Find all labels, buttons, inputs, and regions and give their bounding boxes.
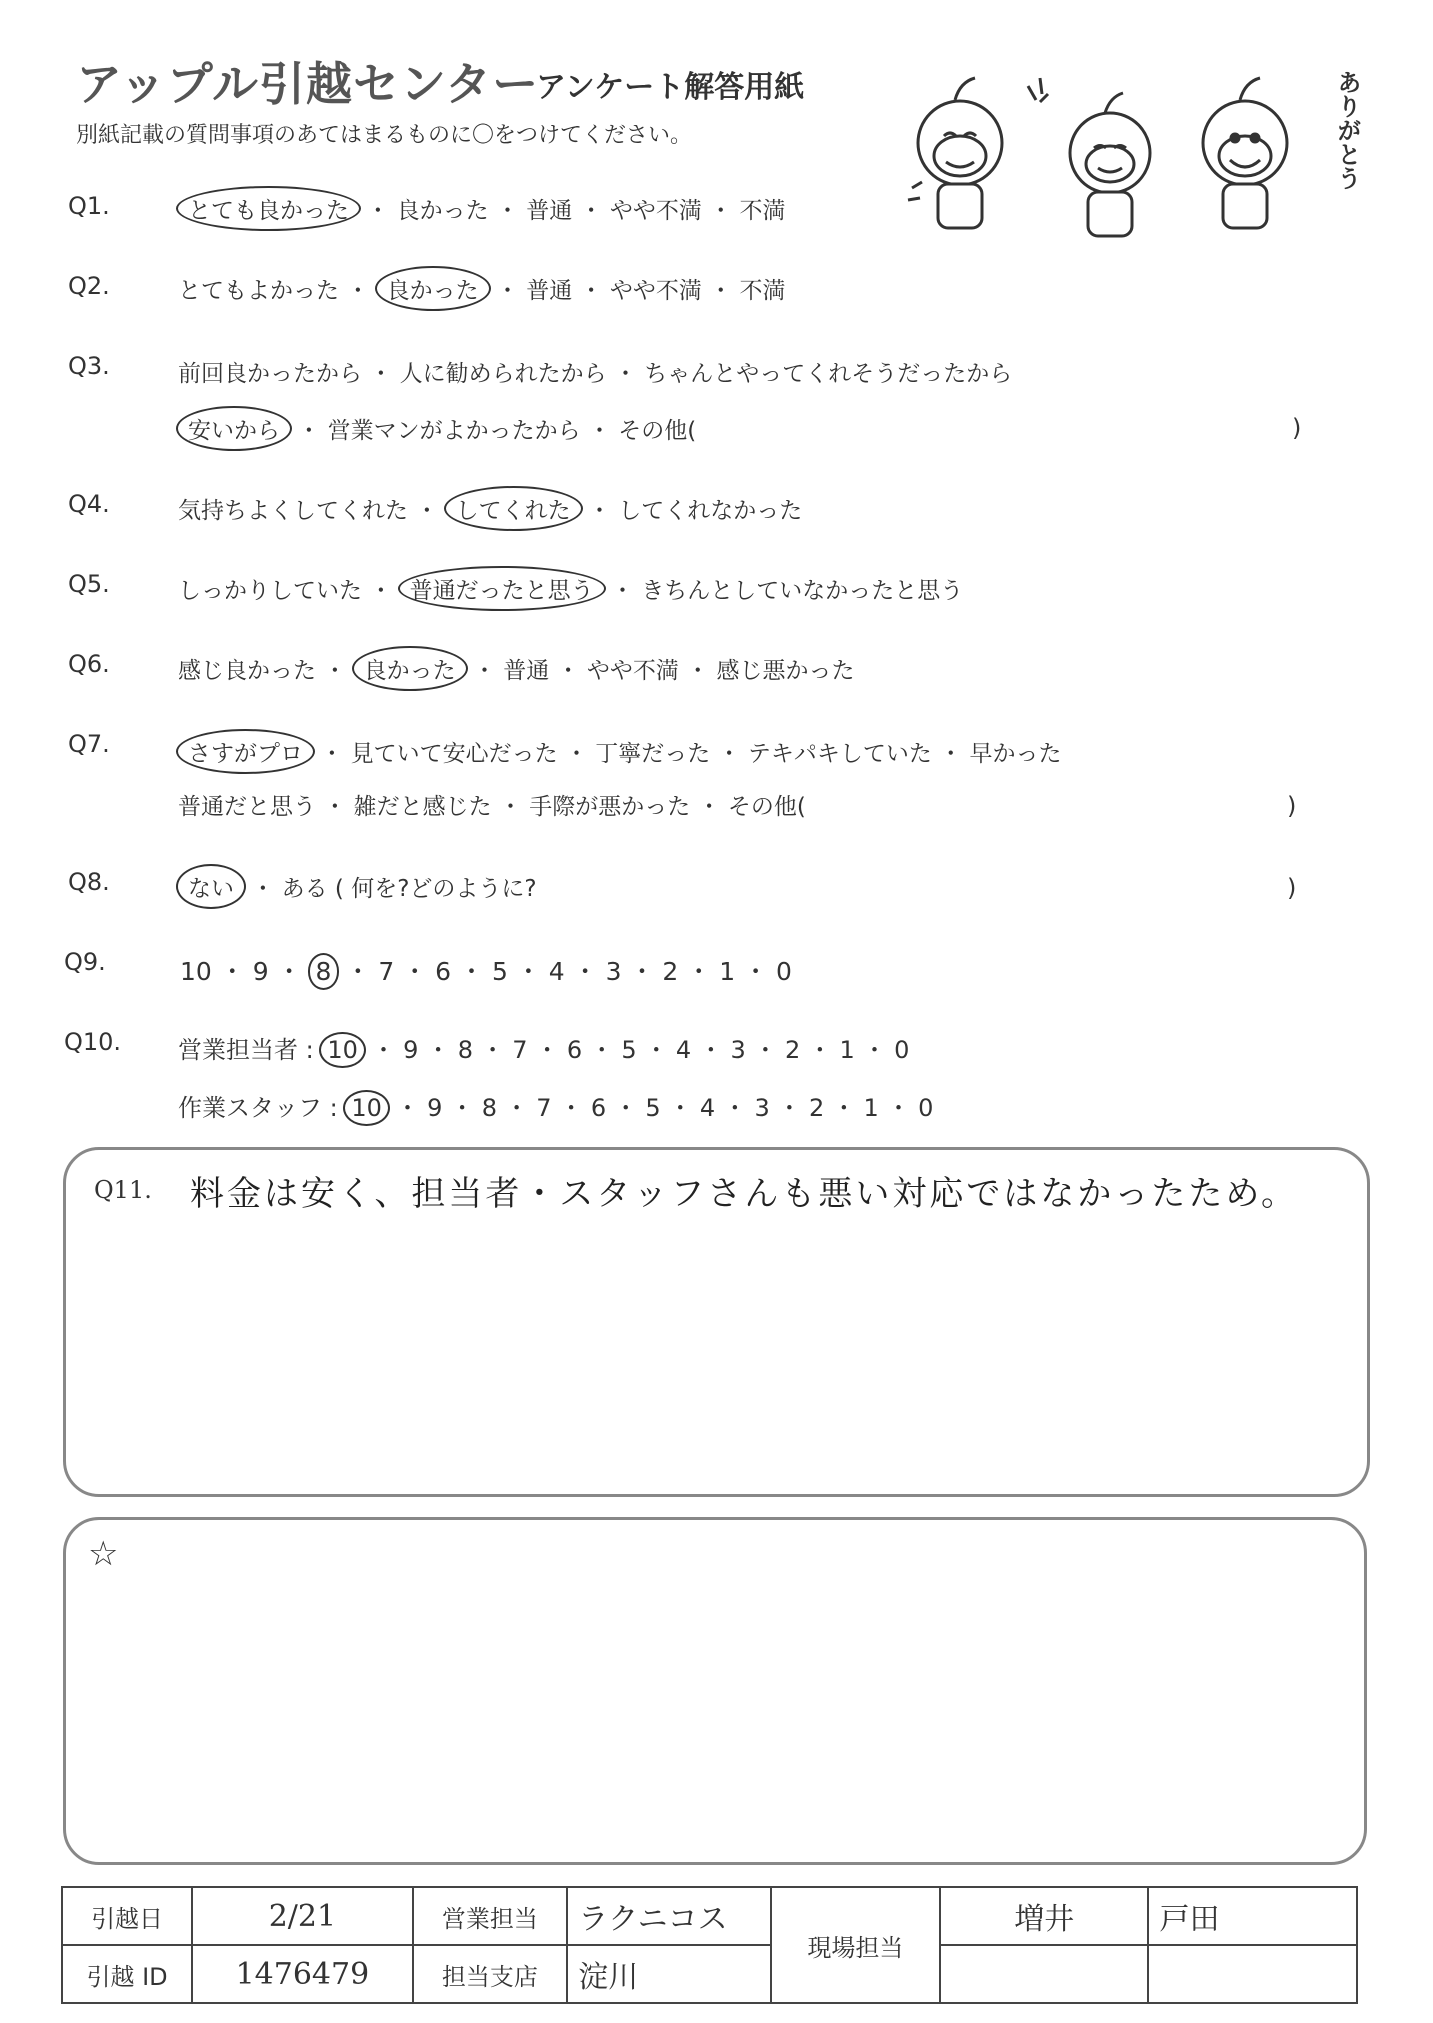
q1-option-3[interactable]: 普通: [526, 198, 573, 224]
q10-sales-score-9[interactable]: 9: [403, 1036, 419, 1064]
q9-scale: 10 ・ 9 ・ 8 ・ 7 ・ 6 ・ 5 ・ 4 ・ 3 ・ 2 ・ 1 ・ 0: [180, 952, 792, 988]
q1-option-5[interactable]: 不満: [739, 198, 786, 224]
move-info-table: [61, 1886, 1358, 2004]
q10-sales-score-7[interactable]: 7: [512, 1036, 528, 1064]
q7-option-2[interactable]: 見ていて安心だった: [350, 741, 558, 767]
q11-number: Q11.: [94, 1176, 152, 1204]
star-icon: ☆: [88, 1534, 119, 1574]
free-comment-box[interactable]: [63, 1517, 1367, 1865]
q9-score-1[interactable]: 1: [719, 957, 736, 986]
q10-number: Q10.: [64, 1028, 122, 1056]
site-rep-2-value[interactable]: 戸田: [1148, 1887, 1357, 1945]
q9-score-4[interactable]: 4: [548, 957, 565, 986]
q6-option-5[interactable]: 感じ悪かった: [716, 658, 855, 684]
q4-option-1[interactable]: 気持ちよくしてくれた: [178, 498, 408, 524]
site-rep-1-value[interactable]: 増井: [940, 1887, 1148, 1945]
site-rep-label: 現場担当: [771, 1887, 940, 2003]
monkey-right-icon: [1203, 78, 1287, 228]
q4-options: 気持ちよくしてくれた ・ してくれた ・ してくれなかった: [178, 492, 802, 525]
q6-option-1[interactable]: 感じ良かった: [178, 658, 316, 684]
q5-option-1[interactable]: しっかりしていた: [178, 578, 362, 604]
q3-option-4-selected[interactable]: 安いから: [176, 406, 292, 451]
instruction-text: 別紙記載の質問事項のあてはまるものに〇をつけてください。: [76, 123, 693, 148]
q6-number: Q6.: [68, 650, 110, 678]
q8-option-2[interactable]: ある ( 何を?どのように?: [281, 876, 537, 902]
form-subtitle: アンケート解答用紙: [536, 70, 805, 105]
q2-option-4[interactable]: やや不満: [609, 278, 702, 304]
monkey-left-icon: [908, 78, 1002, 228]
q9-score-2[interactable]: 2: [662, 957, 679, 986]
q3-paren-close: ): [1292, 414, 1302, 442]
q1-option-2[interactable]: 良かった: [396, 198, 489, 224]
q2-option-5[interactable]: 不満: [739, 278, 786, 304]
q9-score-7[interactable]: 7: [378, 957, 395, 986]
q2-option-3[interactable]: 普通: [526, 278, 573, 304]
q9-score-3[interactable]: 3: [605, 957, 622, 986]
q8-options: ない ・ ある ( 何を?どのように?: [178, 870, 537, 903]
monkey-mascots-illustration: [900, 58, 1360, 248]
q3-number: Q3.: [68, 352, 110, 380]
q7-option-4[interactable]: テキパキしていた: [747, 741, 932, 767]
q3-options-line1: 前回良かったから ・ 人に勧められたから ・ ちゃんとやってくれそうだったから: [178, 361, 1013, 387]
q2-option-1[interactable]: とてもよかった: [178, 278, 339, 304]
q3-option-1[interactable]: 前回良かったから: [178, 361, 362, 387]
q6-option-2-selected[interactable]: 良かった: [352, 646, 468, 691]
q10-staff-score-8[interactable]: 8: [481, 1094, 497, 1122]
q3-option-3[interactable]: ちゃんとやってくれそうだったから: [644, 361, 1013, 387]
q2-option-2-selected[interactable]: 良かった: [375, 266, 491, 311]
q7-paren-close: ): [1287, 792, 1297, 820]
q10-sales-score-3[interactable]: 3: [730, 1036, 746, 1064]
q9-score-0[interactable]: 0: [776, 957, 792, 986]
q10-staff-score-0[interactable]: 0: [918, 1094, 934, 1122]
q8-number: Q8.: [68, 868, 110, 896]
q1-number: Q1.: [68, 192, 110, 220]
q10-staff-score-3[interactable]: 3: [754, 1094, 770, 1122]
q9-score-8-selected[interactable]: 8: [308, 953, 340, 990]
q7-option-3[interactable]: 丁寧だった: [595, 741, 711, 767]
move-date-value[interactable]: 2/21: [192, 1887, 413, 1945]
q7-option-7[interactable]: 雑だと感じた: [353, 794, 492, 820]
q4-number: Q4.: [68, 490, 110, 518]
brand-title: アップル引越センター: [76, 57, 540, 111]
q10-staff-label: 作業スタッフ :: [178, 1094, 338, 1122]
q4-option-3[interactable]: してくれなかった: [618, 498, 803, 524]
q10-staff-score-6[interactable]: 6: [590, 1094, 607, 1122]
q10-sales-score-2[interactable]: 2: [785, 1036, 801, 1064]
q9-score-6[interactable]: 6: [435, 957, 452, 986]
q10-sales-score-0[interactable]: 0: [894, 1036, 910, 1064]
q1-options: とても良かった ・ 良かった ・ 普通 ・ やや不満 ・ 不満: [178, 192, 786, 225]
q10-staff-score-2[interactable]: 2: [809, 1094, 825, 1122]
q5-options: しっかりしていた ・ 普通だったと思う ・ きちんとしていなかったと思う: [178, 572, 963, 605]
q6-option-3[interactable]: 普通: [503, 658, 550, 684]
q10-staff-score-10-selected[interactable]: 10: [343, 1090, 390, 1126]
thanks-text: ありがとう: [1333, 70, 1361, 190]
sales-rep-value[interactable]: ラクニコス: [567, 1887, 771, 1945]
q9-score-9[interactable]: 9: [252, 957, 269, 986]
q9-number: Q9.: [64, 948, 106, 976]
q9-score-5[interactable]: 5: [491, 957, 508, 986]
q7-option-5[interactable]: 早かった: [969, 741, 1062, 767]
q6-option-4[interactable]: やや不満: [586, 658, 679, 684]
q10-staff-score-7[interactable]: 7: [536, 1094, 552, 1122]
q3-option-2[interactable]: 人に勧められたから: [399, 361, 607, 387]
branch-value[interactable]: 淀川: [567, 1945, 771, 2003]
sales-rep-label: 営業担当: [413, 1887, 568, 1945]
move-id-label: 引越 ID: [62, 1945, 192, 2003]
monkey-middle-icon: [1028, 78, 1150, 236]
move-date-label: 引越日: [62, 1887, 192, 1945]
q10-sales-row: 営業担当者 : 10 ・ 9 ・ 8 ・ 7 ・ 6 ・ 5 ・ 4 ・ 3 ・ 2 ・ 1 ・ 0: [178, 1030, 909, 1065]
q5-option-3[interactable]: きちんとしていなかったと思う: [641, 578, 964, 604]
q2-options: とてもよかった ・ 良かった ・ 普通 ・ やや不満 ・ 不満: [178, 272, 786, 305]
q5-number: Q5.: [68, 570, 110, 598]
q8-paren-close: ): [1287, 874, 1297, 902]
q10-sales-score-10-selected[interactable]: 10: [319, 1032, 366, 1068]
q10-sales-label: 営業担当者 :: [178, 1036, 314, 1064]
q10-staff-score-5[interactable]: 5: [645, 1094, 661, 1122]
q4-option-2-selected[interactable]: してくれた: [444, 486, 583, 531]
q10-staff-score-9[interactable]: 9: [427, 1094, 443, 1122]
q10-staff-score-4[interactable]: 4: [699, 1094, 716, 1122]
q7-option-1-selected[interactable]: さすがプロ: [176, 729, 315, 774]
q7-option-6[interactable]: 普通だと思う: [178, 794, 316, 820]
q1-option-4[interactable]: やや不満: [609, 198, 702, 224]
q7-option-9[interactable]: その他(: [727, 794, 806, 820]
q5-option-2-selected[interactable]: 普通だったと思う: [398, 566, 606, 611]
q2-number: Q2.: [68, 272, 110, 300]
q11-handwritten-answer: 料金は安く、担当者・スタッフさんも悪い対応ではなかったため。: [190, 1174, 1298, 1214]
q9-score-10[interactable]: 10: [180, 957, 212, 986]
q10-sales-score-1[interactable]: 1: [839, 1036, 855, 1064]
site-rep-3-empty[interactable]: [940, 1945, 1148, 2003]
q7-number: Q7.: [68, 730, 110, 758]
q3-option-6[interactable]: その他(: [618, 418, 697, 444]
site-rep-4-empty[interactable]: [1148, 1945, 1357, 2003]
q11-comment-box[interactable]: [63, 1147, 1370, 1497]
q3-options-line2: 安いから ・ 営業マンがよかったから ・ その他(: [178, 412, 696, 445]
q10-sales-score-6[interactable]: 6: [566, 1036, 583, 1064]
q10-sales-score-4[interactable]: 4: [675, 1036, 692, 1064]
q10-staff-row: 作業スタッフ : 10 ・ 9 ・ 8 ・ 7 ・ 6 ・ 5 ・ 4 ・ 3 ・ 2 ・ 1 ・ 0: [178, 1088, 933, 1123]
q10-sales-score-8[interactable]: 8: [457, 1036, 473, 1064]
q7-options-line1: さすがプロ ・ 見ていて安心だった ・ 丁寧だった ・ テキパキしていた ・ 早かった: [178, 735, 1062, 768]
q6-options: 感じ良かった ・ 良かった ・ 普通 ・ やや不満 ・ 感じ悪かった: [178, 652, 855, 685]
q10-staff-score-1[interactable]: 1: [863, 1094, 879, 1122]
q3-option-5[interactable]: 営業マンがよかったから: [327, 418, 581, 444]
q10-sales-score-5[interactable]: 5: [621, 1036, 637, 1064]
q8-option-1-selected[interactable]: ない: [176, 864, 246, 909]
q7-options-line2: 普通だと思う ・ 雑だと感じた ・ 手際が悪かった ・ その他(: [178, 794, 806, 820]
q7-option-8[interactable]: 手際が悪かった: [529, 794, 691, 820]
branch-label: 担当支店: [413, 1945, 568, 2003]
move-id-value[interactable]: 1476479: [192, 1945, 413, 2003]
q1-option-1-selected[interactable]: とても良かった: [176, 186, 361, 231]
